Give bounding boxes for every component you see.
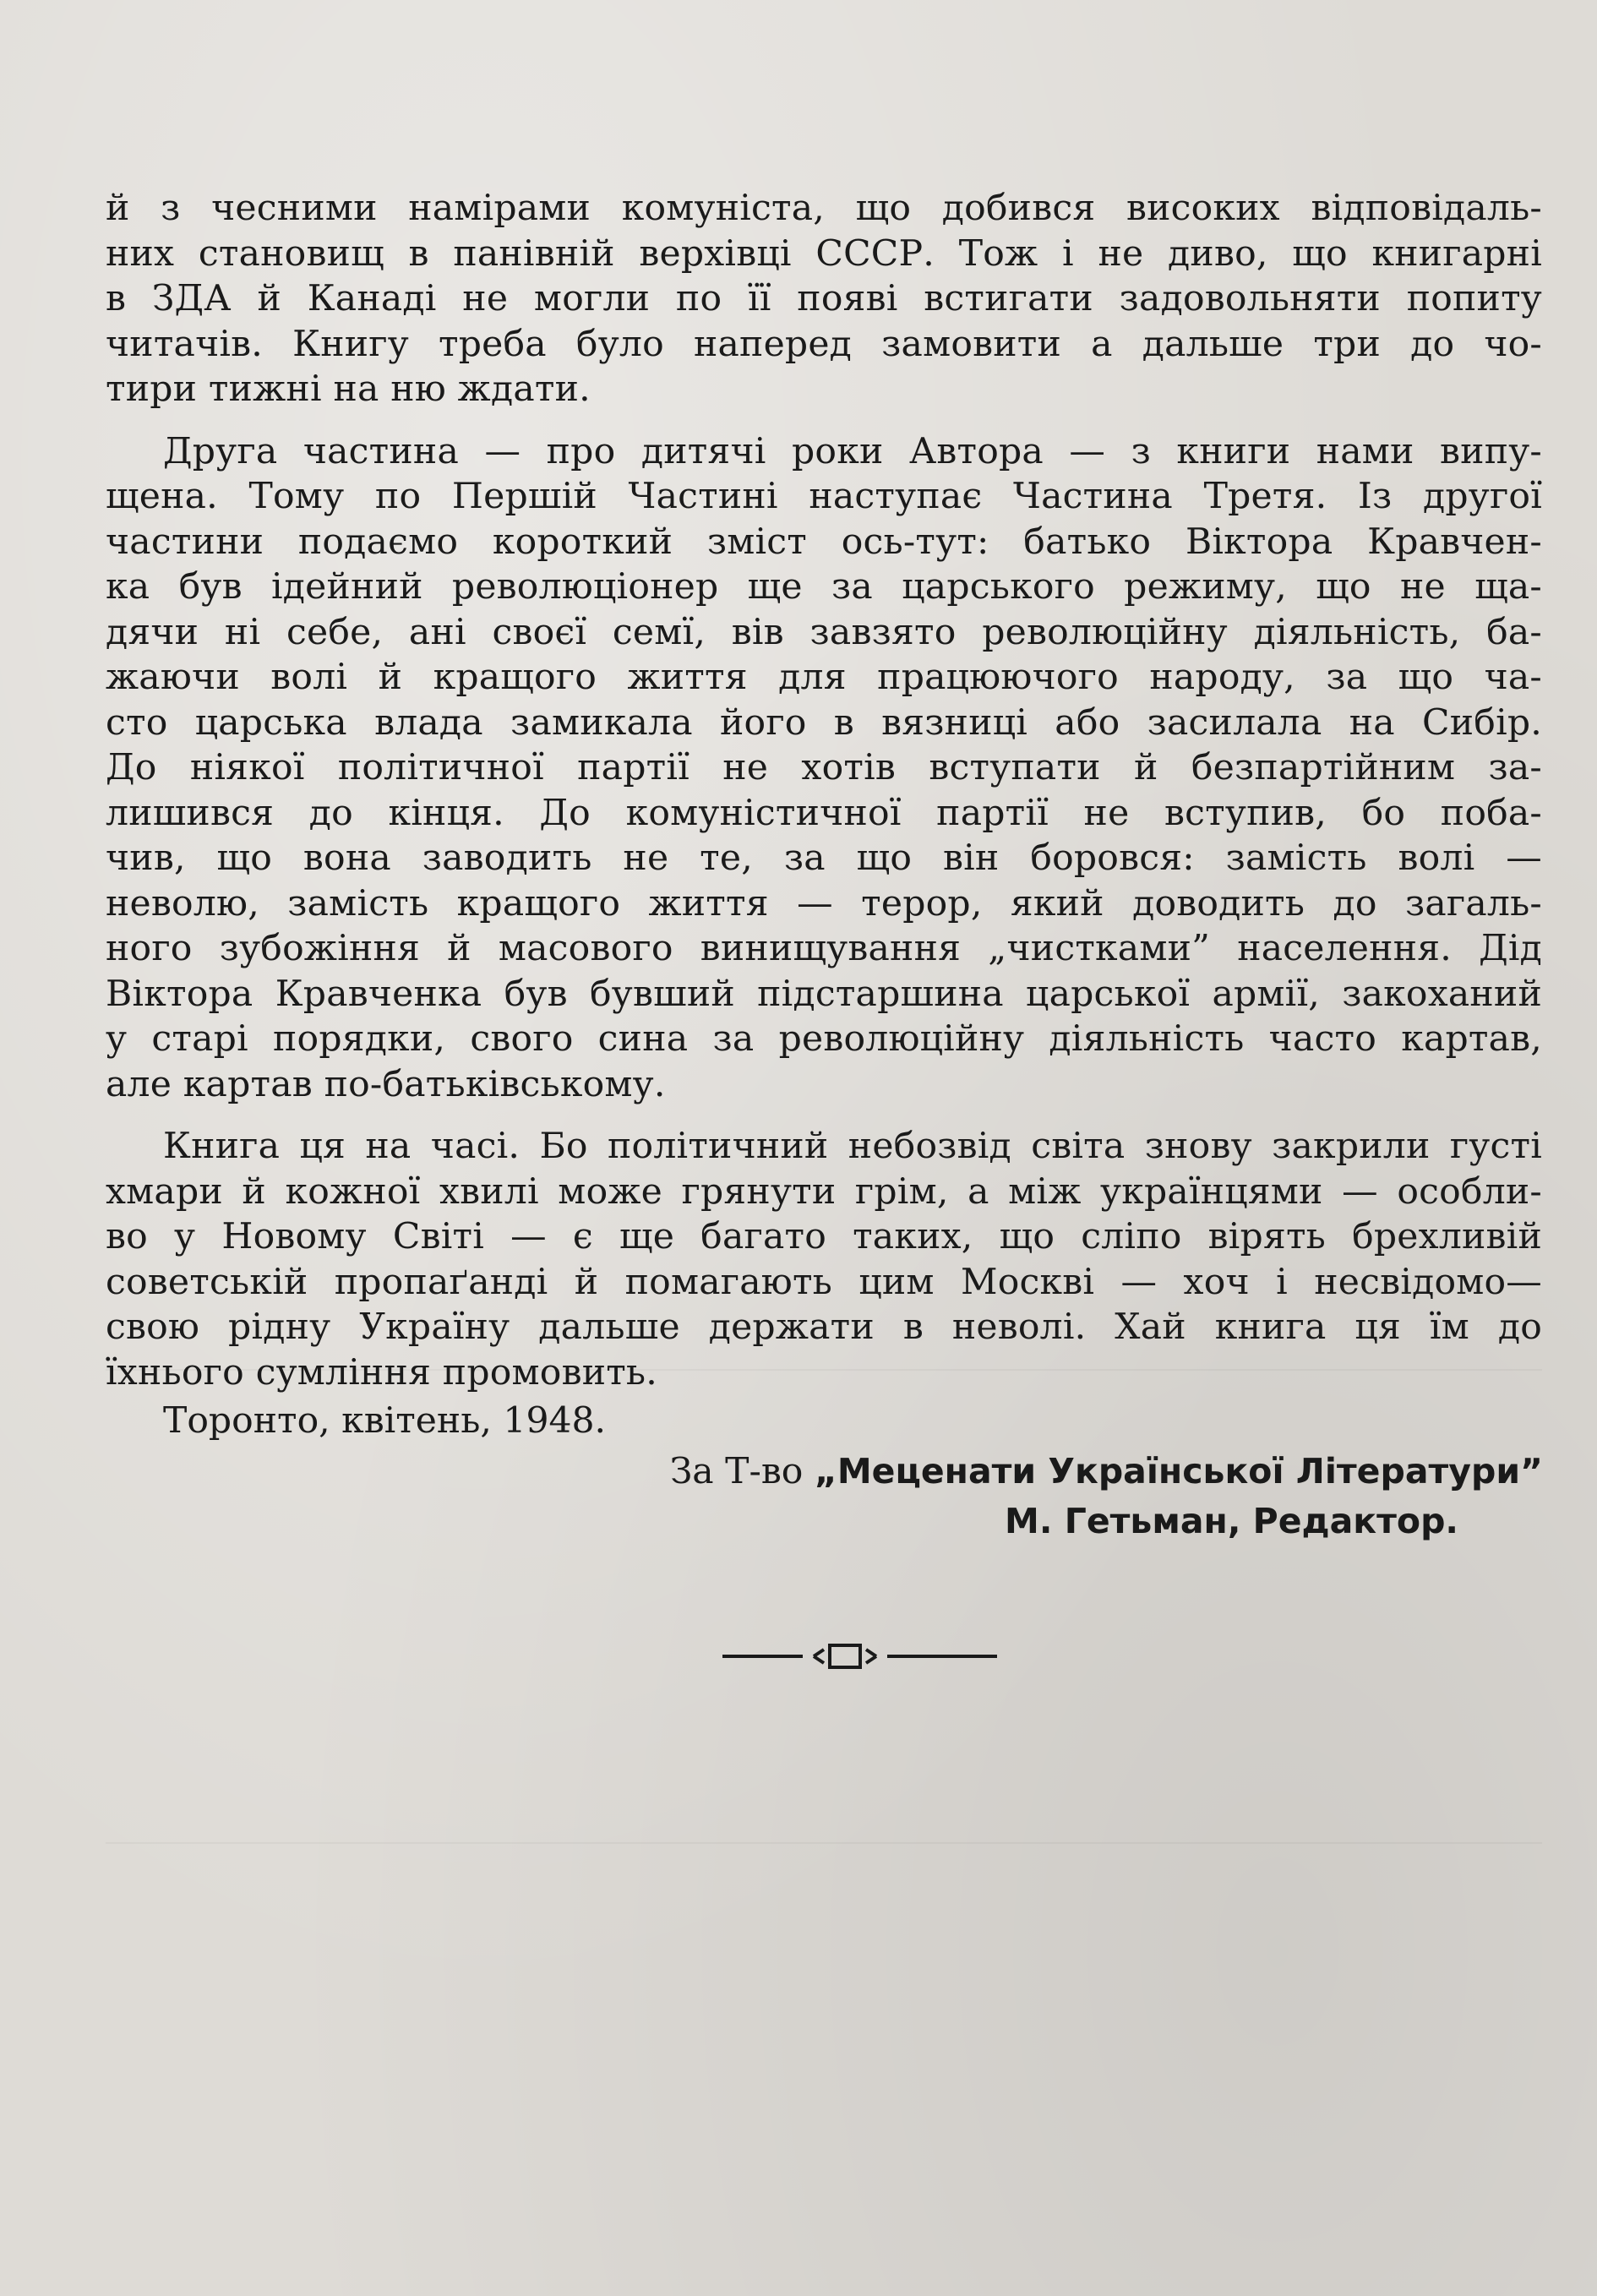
text-line: ного зубожіння й масового винищування „чистками” населення. Дід bbox=[106, 928, 1542, 969]
text-line: щена. Тому по Першій Частині наступає Частина Третя. Із другої bbox=[106, 476, 1542, 517]
paragraph-1 bbox=[106, 186, 1542, 412]
text-line: у старі порядки, свого сина за революційну діяльність часто картав, bbox=[106, 1018, 1542, 1060]
text-line: Книга ця на часі. Бо політичний небозвід світа знову закрили густі bbox=[163, 1126, 1542, 1167]
body-text bbox=[106, 186, 1542, 1412]
text-line: їхнього сумління промовить. bbox=[106, 1351, 657, 1393]
text-line: жаючи волі й кращого життя для працюючого народу, за що ча- bbox=[106, 657, 1542, 698]
text-line: советській пропаґанді й помагають цим Москві — хоч і несвідомо— bbox=[106, 1261, 1542, 1303]
bleed-through-shadow bbox=[106, 1842, 1542, 1844]
text-line: во у Новому Світі — є ще багато таких, що сліпо вірять брехливій bbox=[106, 1216, 1542, 1257]
text-line: сто царська влада замикала його в вязниці або засилала на Сибір. bbox=[106, 701, 1542, 744]
paragraph-2 bbox=[106, 429, 1542, 1108]
publisher-name: „Меценати Української Літератури” bbox=[814, 1451, 1543, 1492]
text-line: Друга частина — про дитячі роки Автора — з книги нами випу- bbox=[163, 430, 1542, 472]
text-line: хмари й кожної хвилі може грянути грім, а між українцями — особли- bbox=[106, 1170, 1542, 1213]
text-line: й з чесними намірами комуніста, що добився високих відповідаль- bbox=[106, 188, 1542, 229]
text-line: неволю, замість кращого життя — терор, який доводить до загаль- bbox=[106, 882, 1542, 924]
ornament-divider-icon bbox=[722, 1639, 1001, 1673]
text-line: частини подаємо короткий зміст ось-тут: батько Віктора Кравчен- bbox=[106, 521, 1542, 563]
text-line: тири тижні на ню ждати. bbox=[106, 368, 591, 410]
text-line: чив, що вона заводить не те, за що він боровся: замість волі — bbox=[106, 837, 1542, 879]
text-line: читачів. Книгу треба було наперед замовити а дальше три до чо- bbox=[106, 323, 1542, 365]
text-line: в ЗДА й Канаді не могли по її появі встигати задовольняти попиту bbox=[106, 278, 1542, 319]
signature-block bbox=[670, 1447, 1543, 1546]
ornament-square bbox=[830, 1645, 860, 1667]
text-line: дячи ні себе, ані своєї семї, вів завзято революційну діяльність, ба- bbox=[106, 611, 1542, 653]
text-line: Віктора Кравченка був бувший підстаршина царської армії, закоханий bbox=[106, 973, 1542, 1015]
editor-name: М. Гетьман, Редактор. bbox=[1005, 1501, 1458, 1541]
text-line: свою рідну Україну дальше держати в неволі. Хай книга ця їм до bbox=[106, 1306, 1542, 1348]
text-line: але картав по-батьківському. bbox=[106, 1063, 666, 1105]
ornament-chevron-right bbox=[866, 1650, 876, 1663]
ornament-chevron-left bbox=[814, 1650, 824, 1663]
dateline: Торонто, квітень, 1948. bbox=[163, 1400, 607, 1442]
org-prefix: За Т-во bbox=[669, 1451, 815, 1492]
text-line: До ніякої політичної партії не хотів вступати й безпартійним за- bbox=[106, 747, 1542, 788]
paragraph-3 bbox=[106, 1124, 1542, 1395]
text-line: ка був ідейний революціонер ще за царського режиму, що не ща- bbox=[106, 566, 1542, 608]
text-line: лишився до кінця. До комуністичної партії не вступив, бо поба- bbox=[106, 792, 1542, 834]
text-line: них становищ в панівній верхівці СССР. Тож і не диво, що книгарні bbox=[106, 232, 1542, 275]
